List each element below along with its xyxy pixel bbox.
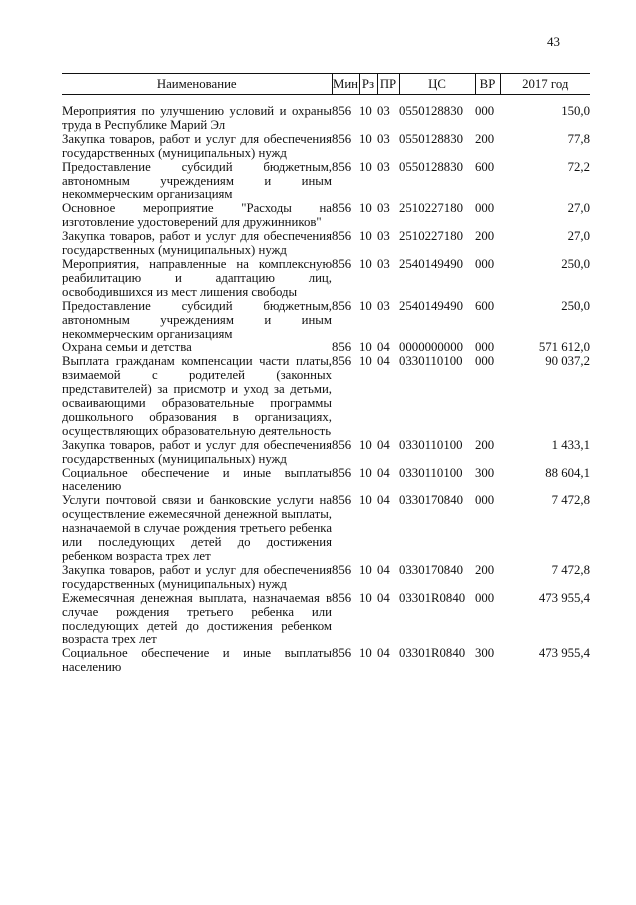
cell-cs: 2510227180 [399,201,463,216]
cell-pr: 03 [377,104,390,118]
cell-vr: 200 [475,562,495,577]
cell-cs: 0000000000 [399,340,463,355]
cell-sum: 1 433,1 [551,437,590,452]
cell-min: 856 [332,159,352,174]
table-row [62,258,590,300]
cell-sum: 27,0 [567,229,590,244]
cell-sum: 473 955,4 [538,646,590,661]
cell-min: 856 [332,354,352,369]
cell-min: 856 [332,298,352,313]
cell-pr: 03 [377,298,390,313]
header-vr: ВР [475,74,500,95]
cell-min: 856 [332,562,352,577]
table-row [62,467,590,495]
cell-name: Мероприятия по улучшению условий и охраны труда в Республике Марий Эл [62,104,332,132]
table-row [62,439,590,467]
cell-rz: 10 [359,340,372,355]
table-row [62,592,590,648]
header-name: Наименование [62,74,332,95]
cell-sum: 77,8 [567,131,590,146]
cell-pr: 04 [377,465,390,480]
table-row [62,161,590,203]
budget-table-container [62,73,590,675]
cell-sum: 7 472,8 [551,493,590,508]
page-number: 43 [547,34,560,49]
cell-cs: 0330110100 [399,465,463,480]
cell-name: Закупка товаров, работ и услуг для обеспечения государственных (муниципальных) нужд [62,437,332,466]
cell-name: Мероприятия, направленные на комплексную реабилитацию и адаптацию лиц, освободившихся из мест лишения свободы [62,256,332,299]
cell-min: 856 [332,256,352,271]
cell-min: 856 [332,229,352,244]
cell-min: 856 [332,590,352,605]
table-row [62,564,590,592]
cell-name: Основное мероприятие "Расходы на изготовление удостоверений для дружинников" [62,201,332,230]
cell-min: 856 [332,340,352,355]
cell-name: Закупка товаров, работ и услуг для обеспечения государственных (муниципальных) нужд [62,131,332,160]
cell-name: Закупка товаров, работ и услуг для обеспечения государственных (муниципальных) нужд [62,562,332,591]
cell-sum: 250,0 [561,298,590,313]
header-cs: ЦС [399,74,475,95]
cell-rz: 10 [359,159,372,174]
cell-pr: 04 [377,562,390,577]
cell-min: 856 [332,465,352,480]
cell-vr: 000 [475,340,495,355]
cell-sum: 90 037,2 [545,354,590,369]
cell-rz: 10 [359,562,372,577]
cell-rz: 10 [359,437,372,452]
cell-name: Предоставление субсидий бюджетным, автономным учреждениям и иным некоммерческим организациям [62,298,332,341]
cell-rz: 10 [359,493,372,508]
cell-rz: 10 [359,354,372,369]
cell-sum: 150,0 [561,104,590,118]
cell-vr: 300 [475,646,495,661]
cell-vr: 000 [475,256,495,271]
cell-pr: 04 [377,646,390,661]
cell-vr: 200 [475,437,495,452]
cell-cs: 03301R0840 [399,646,466,661]
header-min: Мин [332,74,359,95]
cell-rz: 10 [359,201,372,216]
cell-vr: 600 [475,298,495,313]
cell-cs: 2540149490 [399,256,463,271]
cell-pr: 03 [377,201,390,216]
cell-pr: 04 [377,437,390,452]
cell-name: Закупка товаров, работ и услуг для обеспечения государственных (муниципальных) нужд [62,229,332,258]
cell-rz: 10 [359,646,372,661]
cell-cs: 0330170840 [399,562,463,577]
cell-min: 856 [332,646,352,661]
cell-rz: 10 [359,256,372,271]
cell-sum: 27,0 [567,201,590,216]
table-row [62,202,590,230]
cell-vr: 300 [475,465,495,480]
cell-rz: 10 [359,465,372,480]
cell-pr: 03 [377,159,390,174]
cell-name: Социальное обеспечение и иные выплаты населению [62,465,332,494]
cell-rz: 10 [359,590,372,605]
cell-cs: 0330110100 [399,437,463,452]
cell-min: 856 [332,437,352,452]
table-row [62,355,590,438]
cell-cs: 2510227180 [399,229,463,244]
cell-name: Социальное обеспечение и иные выплаты населению [62,646,332,675]
cell-pr: 03 [377,229,390,244]
table-row [62,647,590,675]
header-rz: Рз [359,74,377,95]
budget-table [62,73,590,675]
cell-vr: 000 [475,201,495,216]
table-header-row [62,74,590,95]
cell-rz: 10 [359,131,372,146]
cell-rz: 10 [359,298,372,313]
cell-pr: 04 [377,340,390,355]
cell-vr: 200 [475,131,495,146]
cell-name: Предоставление субсидий бюджетным, автономным учреждениям и иным некоммерческим организациям [62,159,332,202]
cell-cs: 2540149490 [399,298,463,313]
cell-pr: 04 [377,590,390,605]
cell-sum: 250,0 [561,256,590,271]
table-row [62,341,590,355]
table-row [62,133,590,161]
table-body [62,95,590,676]
table-row [62,230,590,258]
cell-cs: 03301R0840 [399,590,466,605]
cell-sum: 72,2 [567,159,590,174]
cell-vr: 000 [475,354,495,369]
cell-min: 856 [332,201,352,216]
cell-vr: 200 [475,229,495,244]
cell-min: 856 [332,493,352,508]
cell-cs: 0550128830 [399,159,463,174]
cell-name: Услуги почтовой связи и банковские услуги на осуществление ежемесячной денежной выплаты, назначаемой в случае рождения третьего ребенка или последующих детей до достижения ребенком возраста трех лет [62,493,332,563]
cell-name: Выплата гражданам компенсации части платы, взимаемой с родителей (законных представителей) за присмотр и уход за детьми, осваивающими образовательные программы дошкольного образования в организациях, осуществляющих образовательную деятельность [62,354,332,438]
cell-cs: 0550128830 [399,104,463,118]
table-row [62,300,590,342]
cell-cs: 0550128830 [399,131,463,146]
cell-name: Охрана семьи и детства [62,340,192,355]
cell-vr: 600 [475,159,495,174]
table-row [62,105,590,133]
cell-sum: 571 612,0 [538,340,590,355]
cell-pr: 04 [377,493,390,508]
header-pr: ПР [377,74,399,95]
cell-rz: 10 [359,104,372,118]
cell-sum: 88 604,1 [545,465,590,480]
cell-cs: 0330170840 [399,493,463,508]
cell-sum: 473 955,4 [538,590,590,605]
cell-min: 856 [332,131,352,146]
cell-sum: 7 472,8 [551,562,590,577]
cell-vr: 000 [475,493,495,508]
table-row [62,494,590,564]
cell-pr: 03 [377,131,390,146]
cell-name: Ежемесячная денежная выплата, назначаемая в случае рождения третьего ребенка или последующих детей до достижения ребенком возраста трех лет [62,590,332,647]
cell-rz: 10 [359,229,372,244]
cell-vr: 000 [475,590,495,605]
cell-min: 856 [332,104,352,118]
header-year: 2017 год [500,74,590,95]
cell-cs: 0330110100 [399,354,463,369]
cell-pr: 04 [377,354,390,369]
cell-vr: 000 [475,104,495,118]
cell-pr: 03 [377,256,390,271]
